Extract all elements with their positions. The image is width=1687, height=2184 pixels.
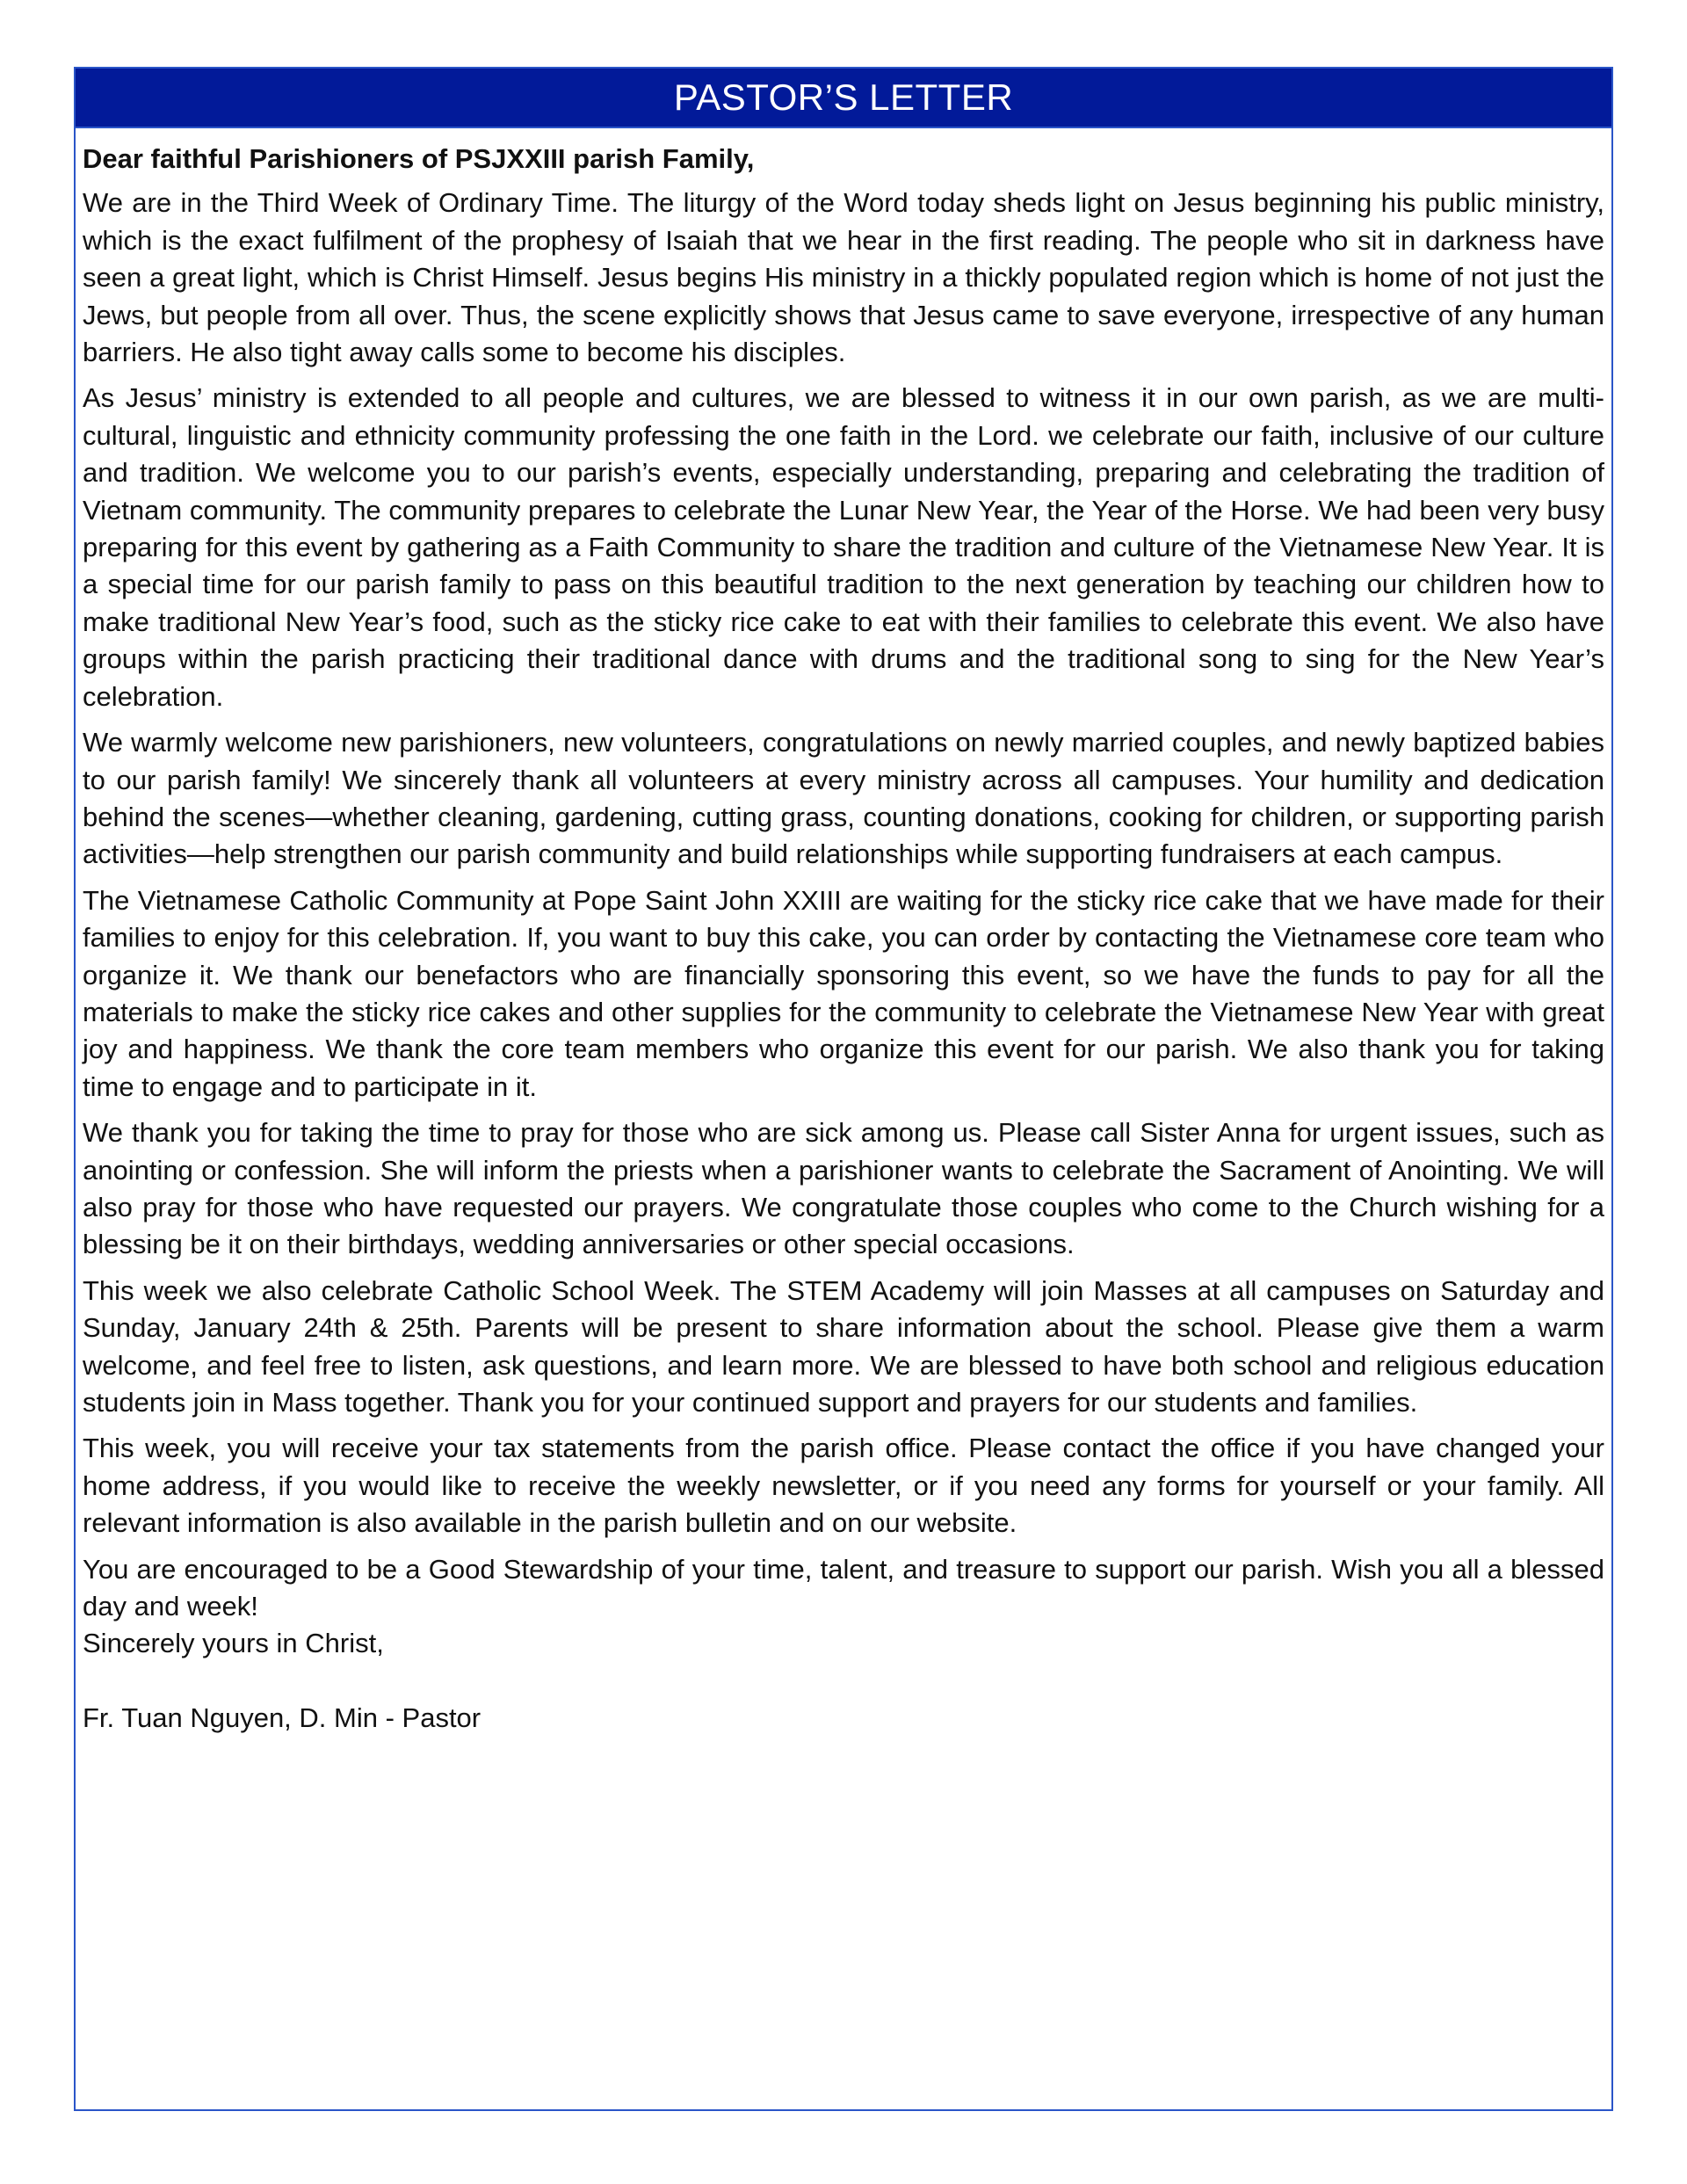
pastors-letter-box [74,67,1613,2111]
letter-paragraph: You are encouraged to be a Good Stewardship of your time, talent, and treasure to support our parish. Wish you all a blessed day and week! [83,1553,1604,1622]
letter-paragraph: We warmly welcome new parishioners, new volunteers, congratulations on newly married couples, and newly baptized babies to our parish family! We sincerely thank all volunteers at every ministry across all campuses. Your humility and dedication behind the scenes—whether cleaning, gardening, cutting grass, counting donations, cooking for children, or supporting parish activities—help strengthen our parish community and build relationships while supporting fundraisers at each campus. [83,727,1604,870]
letter-body [76,128,1611,1737]
letter-paragraph: This week we also celebrate Catholic School Week. The STEM Academy will join Masses at all campuses on Saturday and Sunday, January 24th & 25th. Parents will be present to share information about the school. Please give them a warm welcome, and feel free to listen, ask questions, and learn more. We are blessed to have both school and religious education students join in Mass together. Thank you for your continued support and prayers for our students and families. [83,1274,1604,1418]
letter-paragraph: As Jesus’ ministry is extended to all people and cultures, we are blessed to witness it in our own parish, as we are multi-cultural, linguistic and ethnicity community professing the one faith in the Lord. we celebrate our faith, inclusive of our culture and tradition. We welcome you to our parish’s events, especially understanding, preparing and celebrating the tradition of Vietnam community. The community prepares to celebrate the Lunar New Year, the Year of the Horse. We had been very busy preparing for this event by gathering as a Faith Community to share the tradition and culture of the Vietnamese New Year. It is a special time for our parish family to pass on this beautiful tradition to the next generation by teaching our children how to make traditional New Year’s food, such as the sticky rice cake to eat with their families to celebrate this event. We also have groups within the parish practicing their traditional dance with drums and the traditional song to sing for the New Year’s celebration. [83,382,1604,712]
letter-paragraph: The Vietnamese Catholic Community at Pope Saint John XXIII are waiting for the sticky rice cake that we have made for their families to enjoy for this celebration. If, you want to buy this cake, you can order by contacting the Vietnamese core team who organize it. We thank our benefactors who are financially sponsoring this event, so we have the funds to pay for all the materials to make the sticky rice cakes and other supplies for the community to celebrate the Vietnamese New Year with great joy and happiness. We thank the core team members who organize this event for our parish. We also thank you for taking time to engage and to participate in it. [83,884,1604,1102]
section-header [76,69,1611,128]
letter-greeting: Dear faithful Parishioners of PSJXXIII parish Family, [83,143,755,174]
letter-signature: Fr. Tuan Nguyen, D. Min - Pastor [83,1701,481,1733]
letter-paragraph: We thank you for taking the time to pray for those who are sick among us. Please call Sister Anna for urgent issues, such as anointing or confession. She will inform the priests when a parishioner wants to celebrate the Sacrament of Anointing. We will also pray for those who have requested our prayers. We congratulate those couples who come to the Church wishing for a blessing be it on their birthdays, wedding anniversaries or other special occasions. [83,1117,1604,1260]
letter-closing: Sincerely yours in Christ, [83,1628,384,1659]
letter-paragraph: This week, you will receive your tax statements from the parish office. Please contact the office if you have changed your home address, if you would like to receive the weekly newsletter, or if you need any forms for yourself or your family. All relevant information is also available in the parish bulletin and on our website. [83,1433,1604,1539]
section-title: PASTOR’S LETTER [673,76,1014,118]
letter-paragraph: We are in the Third Week of Ordinary Time. The liturgy of the Word today sheds light on Jesus beginning his public ministry, which is the exact fulfilment of the prophesy of Isaiah that we hear in the first reading. The people who sit in darkness have seen a great light, which is Christ Himself. Jesus begins His ministry in a thickly populated region which is home of not just the Jews, but people from all over. Thus, the scene explicitly shows that Jesus came to save everyone, irrespective of any human barriers. He also tight away calls some to become his disciples. [83,187,1604,368]
